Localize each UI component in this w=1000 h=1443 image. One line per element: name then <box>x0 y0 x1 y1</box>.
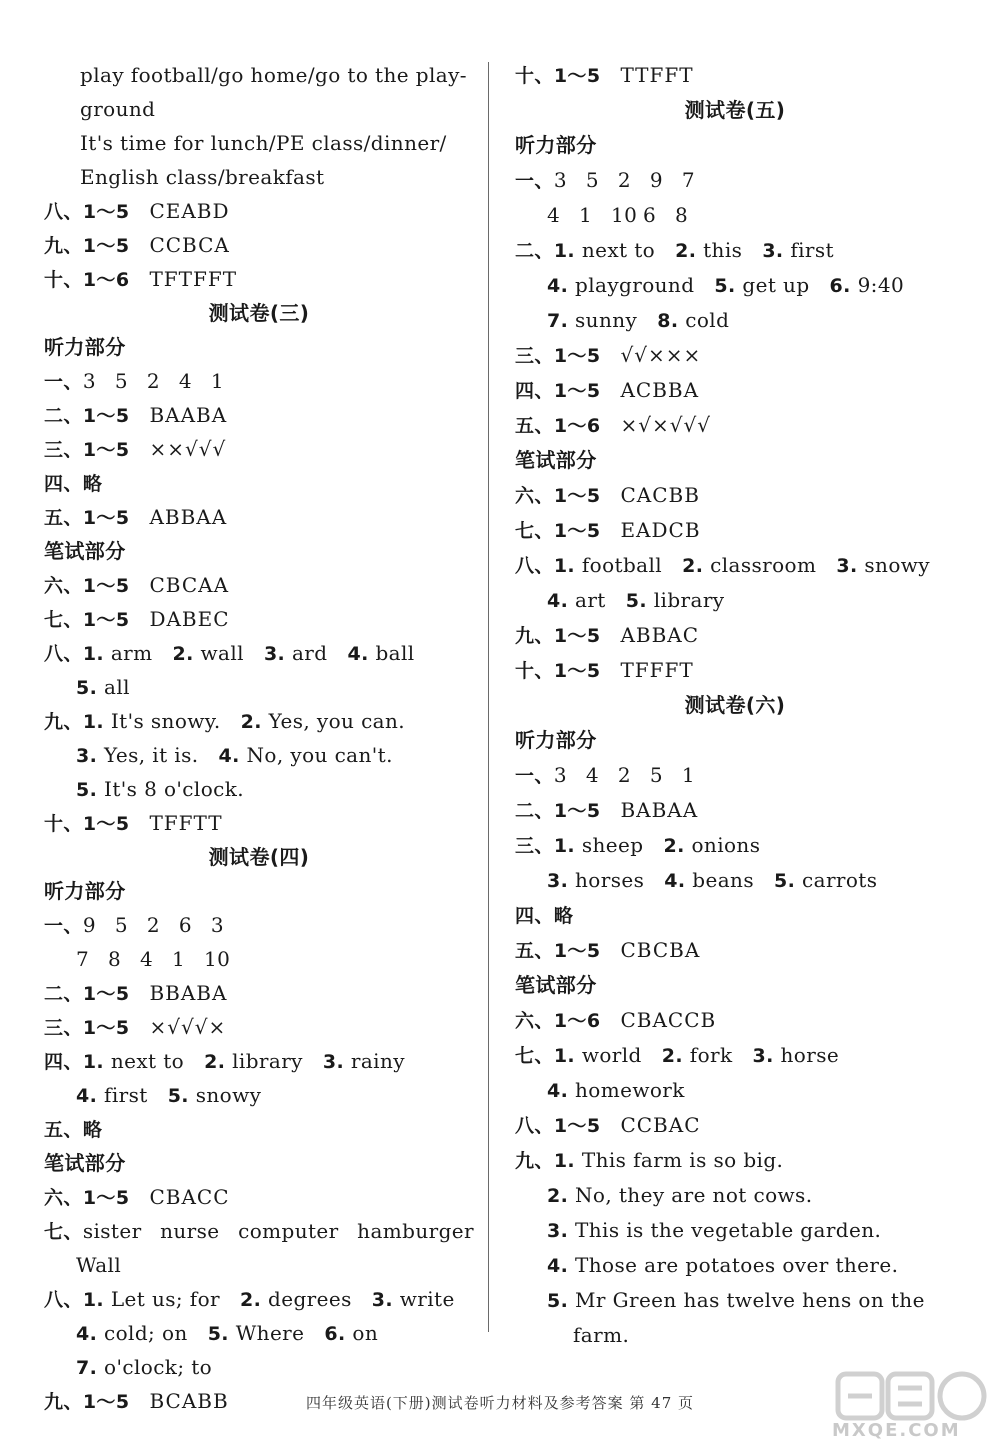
answer-line: 2. No, they are not cows. <box>547 1183 813 1207</box>
section-heading: 听力部分 <box>44 879 126 903</box>
answer-line: 7 8 4 1 10 <box>76 947 231 971</box>
test-title: 测试卷(六) <box>684 693 786 717</box>
answer-line: 5. all <box>76 675 130 699</box>
answer-line: 八、1. arm 2. wall 3. ard 4. ball <box>44 641 415 665</box>
answer-line: 八、1～5 CEABD <box>44 199 230 223</box>
left-column <box>44 58 474 1418</box>
answer-line: 4. art 5. library <box>547 588 725 612</box>
answer-line: 六、1～6 CBACCB <box>515 1008 717 1032</box>
answer-line: 5. It's 8 o'clock. <box>76 777 245 801</box>
answer-line: 一、3 4 2 5 1 <box>515 763 695 787</box>
answer-line: 八、1. football 2. classroom 3. snowy <box>515 553 930 577</box>
test-title: 测试卷(四) <box>208 845 310 869</box>
answer-line: 4. playground 5. get up 6. 9:40 <box>547 273 905 297</box>
answer-line: farm. <box>573 1323 630 1347</box>
answer-line: 三、1～5 ××√√√ <box>44 437 227 461</box>
answer-line: 7. o'clock; to <box>76 1355 213 1379</box>
text-line: English class/breakfast <box>80 165 325 189</box>
answer-line: 一、3 5 2 4 1 <box>44 369 224 393</box>
answer-line: 4. first 5. snowy <box>76 1083 262 1107</box>
answer-line: 二、1. next to 2. this 3. first <box>515 238 834 262</box>
answer-line: 五、1～5 CBCBA <box>515 938 701 962</box>
answer-line: 7. sunny 8. cold <box>547 308 730 332</box>
column-divider <box>488 62 489 1332</box>
answer-line: 七、sister nurse computer hamburger <box>44 1219 474 1243</box>
test-title: 测试卷(五) <box>684 98 786 122</box>
section-heading: 笔试部分 <box>515 448 597 472</box>
answer-line: 六、1～5 CBCAA <box>44 573 230 597</box>
section-heading: 听力部分 <box>515 728 597 752</box>
text-line: ground <box>80 97 156 121</box>
answer-line: 十、1～6 TFTFFT <box>44 267 238 291</box>
section-heading: 听力部分 <box>515 133 597 157</box>
answer-line: 四、略 <box>44 473 103 495</box>
right-column <box>515 58 955 1353</box>
answer-line: Wall <box>76 1253 122 1277</box>
answer-line: 十、1～5 TTFFT <box>515 63 694 87</box>
answer-line: 九、1～5 CCBCA <box>44 233 230 257</box>
answer-line: 九、1. This farm is so big. <box>515 1148 784 1172</box>
answer-line: 七、1～5 DABEC <box>44 607 230 631</box>
answer-line: 4 1 10 6 8 <box>547 203 689 227</box>
section-heading: 听力部分 <box>44 335 126 359</box>
answer-line: 五、1～5 ABBAA <box>44 505 228 529</box>
answer-line: 5. Mr Green has twelve hens on the <box>547 1288 925 1312</box>
answer-line: 四、略 <box>515 905 574 927</box>
answer-line: 三、1～5 ×√√√× <box>44 1015 227 1039</box>
answer-line: 二、1～5 BAABA <box>44 403 228 427</box>
answer-line: 七、1. world 2. fork 3. horse <box>515 1043 840 1067</box>
answer-line: 六、1～5 CBACC <box>44 1185 230 1209</box>
answer-line: 十、1～5 TFFFT <box>515 658 694 682</box>
text-line: It's time for lunch/PE class/dinner/ <box>80 131 447 155</box>
answer-line: 十、1～5 TFFTT <box>44 811 223 835</box>
answer-line: 3. horses 4. beans 5. carrots <box>547 868 878 892</box>
answer-line: 四、1. next to 2. library 3. rainy <box>44 1049 405 1073</box>
page-footer: 四年级英语(下册)测试卷听力材料及参考答案 第 47 页 <box>305 1394 695 1412</box>
test-title: 测试卷(三) <box>208 301 310 325</box>
answer-line: 六、1～5 CACBB <box>515 483 700 507</box>
answer-line: 二、1～5 BABAA <box>515 798 699 822</box>
answer-line: 八、1～5 CCBAC <box>515 1113 701 1137</box>
answer-line: 八、1. Let us; for 2. degrees 3. write <box>44 1287 455 1311</box>
answer-line: 三、1. sheep 2. onions <box>515 833 761 857</box>
answer-line: 4. homework <box>547 1078 685 1102</box>
answer-line: 4. cold; on 5. Where 6. on <box>76 1321 379 1345</box>
answer-line: 一、9 5 2 6 3 <box>44 913 224 937</box>
answer-line: 四、1～5 ACBBA <box>515 378 700 402</box>
answer-line: 4. Those are potatoes over there. <box>547 1253 899 1277</box>
answer-line: 九、1～5 BCABB <box>44 1389 229 1413</box>
answer-line: 二、1～5 BBABA <box>44 981 228 1005</box>
section-heading: 笔试部分 <box>44 1151 126 1175</box>
answer-line: 九、1～5 ABBAC <box>515 623 700 647</box>
answer-line: 一、3 5 2 9 7 <box>515 168 695 192</box>
section-heading: 笔试部分 <box>515 973 597 997</box>
text-line: play football/go home/go to the play- <box>80 63 467 87</box>
answer-line: 五、略 <box>44 1119 103 1141</box>
answer-line: 3. This is the vegetable garden. <box>547 1218 882 1242</box>
answer-line: 九、1. It's snowy. 2. Yes, you can. <box>44 709 406 733</box>
answer-line: 五、1～6 ×√×√√√ <box>515 413 711 437</box>
section-heading: 笔试部分 <box>44 539 126 563</box>
answer-line: 三、1～5 √√××× <box>515 343 702 367</box>
watermark-text: MXQE.COM <box>832 1420 961 1441</box>
answer-line: 七、1～5 EADCB <box>515 518 701 542</box>
answer-line: 3. Yes, it is. 4. No, you can't. <box>76 743 393 767</box>
